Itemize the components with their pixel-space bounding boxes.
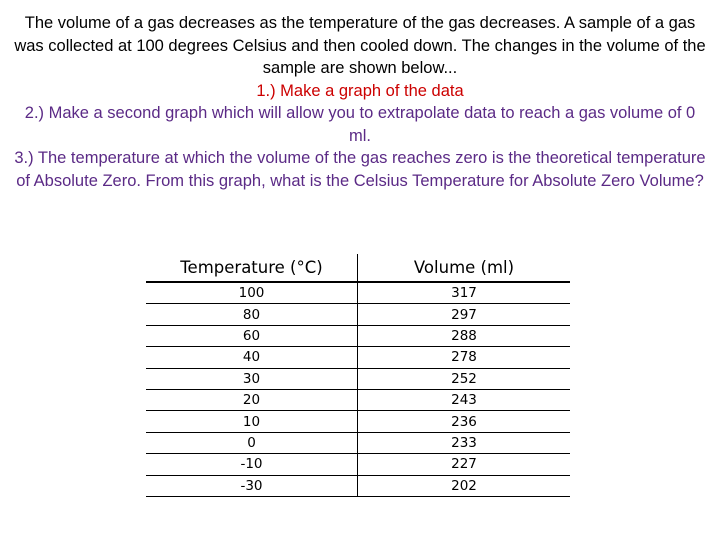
temperature-cell: 60 xyxy=(146,325,358,346)
table-row xyxy=(146,282,570,304)
temperature-cell: 0 xyxy=(146,432,358,453)
temperature-cell: 20 xyxy=(146,389,358,410)
table-row xyxy=(146,475,570,496)
temperature-cell: -10 xyxy=(146,454,358,475)
temperature-cell: 100 xyxy=(146,282,358,304)
table-row xyxy=(146,304,570,325)
temperature-cell: 80 xyxy=(146,304,358,325)
volume-column-header: Volume (ml) xyxy=(358,254,571,282)
volume-cell: 233 xyxy=(358,432,571,453)
table-row xyxy=(146,432,570,453)
table-row xyxy=(146,454,570,475)
table-header-row xyxy=(146,254,570,282)
temperature-cell: 10 xyxy=(146,411,358,432)
volume-cell: 252 xyxy=(358,368,571,389)
volume-cell: 297 xyxy=(358,304,571,325)
table-row xyxy=(146,368,570,389)
volume-cell: 317 xyxy=(358,282,571,304)
temperature-cell: -30 xyxy=(146,475,358,496)
question-2: 2.) Make a second graph which will allow you to extrapolate data to reach a gas volume of 0 ml. xyxy=(24,104,696,145)
temperature-column-header: Temperature (°C) xyxy=(146,254,358,282)
question-1: 1.) Make a graph of the data xyxy=(256,81,464,100)
volume-cell: 202 xyxy=(358,475,571,496)
volume-cell: 288 xyxy=(358,325,571,346)
table-row xyxy=(146,411,570,432)
temperature-cell: 40 xyxy=(146,347,358,368)
intro-paragraph: The volume of a gas decreases as the temperature of the gas decreases. A sample of a gas was collected at 100 degrees Celsius and then cooled down. The changes in the volume of the sample are shown below... xyxy=(14,14,706,77)
table-row xyxy=(146,325,570,346)
table-row xyxy=(146,389,570,410)
table-row xyxy=(146,347,570,368)
volume-cell: 243 xyxy=(358,389,571,410)
question-3: 3.) The temperature at which the volume of the gas reaches zero is the theoretical temperature of Absolute Zero. From this graph, what is the Celsius Temperature for Absolute Zero Volume? xyxy=(14,149,706,190)
volume-cell: 278 xyxy=(358,347,571,368)
volume-cell: 236 xyxy=(358,411,571,432)
volume-cell: 227 xyxy=(358,454,571,475)
temperature-cell: 30 xyxy=(146,368,358,389)
instructions-block xyxy=(14,12,706,192)
temperature-volume-table xyxy=(146,254,570,497)
